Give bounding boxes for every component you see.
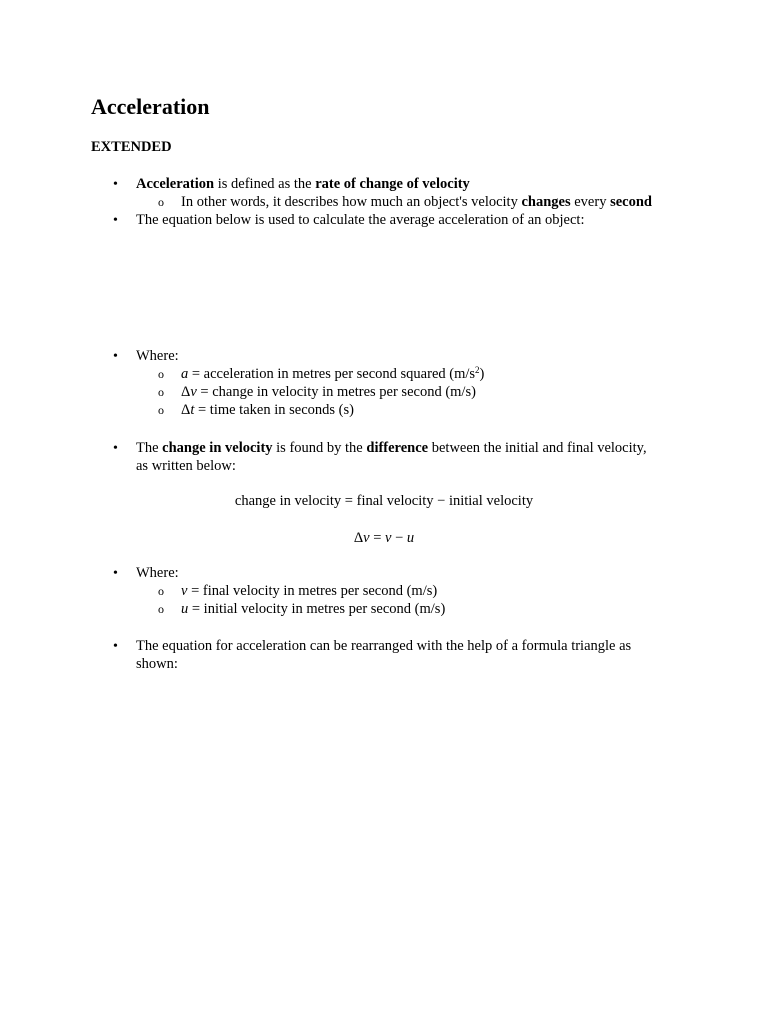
list-item-definition: Acceleration is defined as the rate of change of velocity (136, 176, 470, 192)
sub-bullet-marker: o (158, 403, 164, 417)
definition-u: u = initial velocity in metres per second (m/s) (181, 601, 446, 617)
bullet-marker: • (113, 566, 118, 581)
definition-v: v = final velocity in metres per second (m/s) (181, 583, 438, 599)
term-rate-of-change: rate of change of velocity (315, 176, 470, 192)
list-item-explanation: In other words, it describes how much an object's velocity changes every second (181, 194, 652, 210)
bullet-marker: • (113, 177, 118, 192)
list-item-rearrange: The equation for acceleration can be rearranged with the help of a formula triangle as (136, 638, 632, 654)
sub-bullet-marker: o (158, 385, 164, 399)
list-item-rearrange-cont: shown: (136, 656, 178, 672)
definition-delta-v: Δv = change in velocity in metres per second (m/s) (181, 384, 476, 400)
list-item-change-in-velocity: The change in velocity is found by the difference between the initial and final velocity, (136, 440, 647, 456)
bullet-marker: • (113, 639, 118, 654)
list-item-equation-intro: The equation below is used to calculate the average acceleration of an object: (136, 212, 585, 228)
sub-bullet-marker: o (158, 602, 164, 616)
bullet-marker: • (113, 213, 118, 228)
page-title: Acceleration (91, 94, 210, 119)
list-item-change-in-velocity-cont: as written below: (136, 458, 236, 474)
section-label: EXTENDED (91, 139, 172, 155)
sub-bullet-marker: o (158, 195, 164, 209)
equation-words: change in velocity = final velocity − initial velocity (234, 493, 534, 509)
sub-bullet-marker: o (158, 367, 164, 381)
definition-a: a = acceleration in metres per second squared $(m/s^2)$ (181, 365, 485, 382)
bullet-marker: • (113, 441, 118, 456)
equation-symbols: Δv = v − u (353, 530, 415, 546)
list-item-where-2: Where: (136, 565, 179, 581)
definition-delta-t: Δt = time taken in seconds (s) (181, 402, 354, 418)
sub-bullet-marker: o (158, 584, 164, 598)
term-acceleration: Acceleration (136, 176, 215, 192)
bullet-marker: • (113, 349, 118, 364)
list-item-where: Where: (136, 348, 179, 364)
